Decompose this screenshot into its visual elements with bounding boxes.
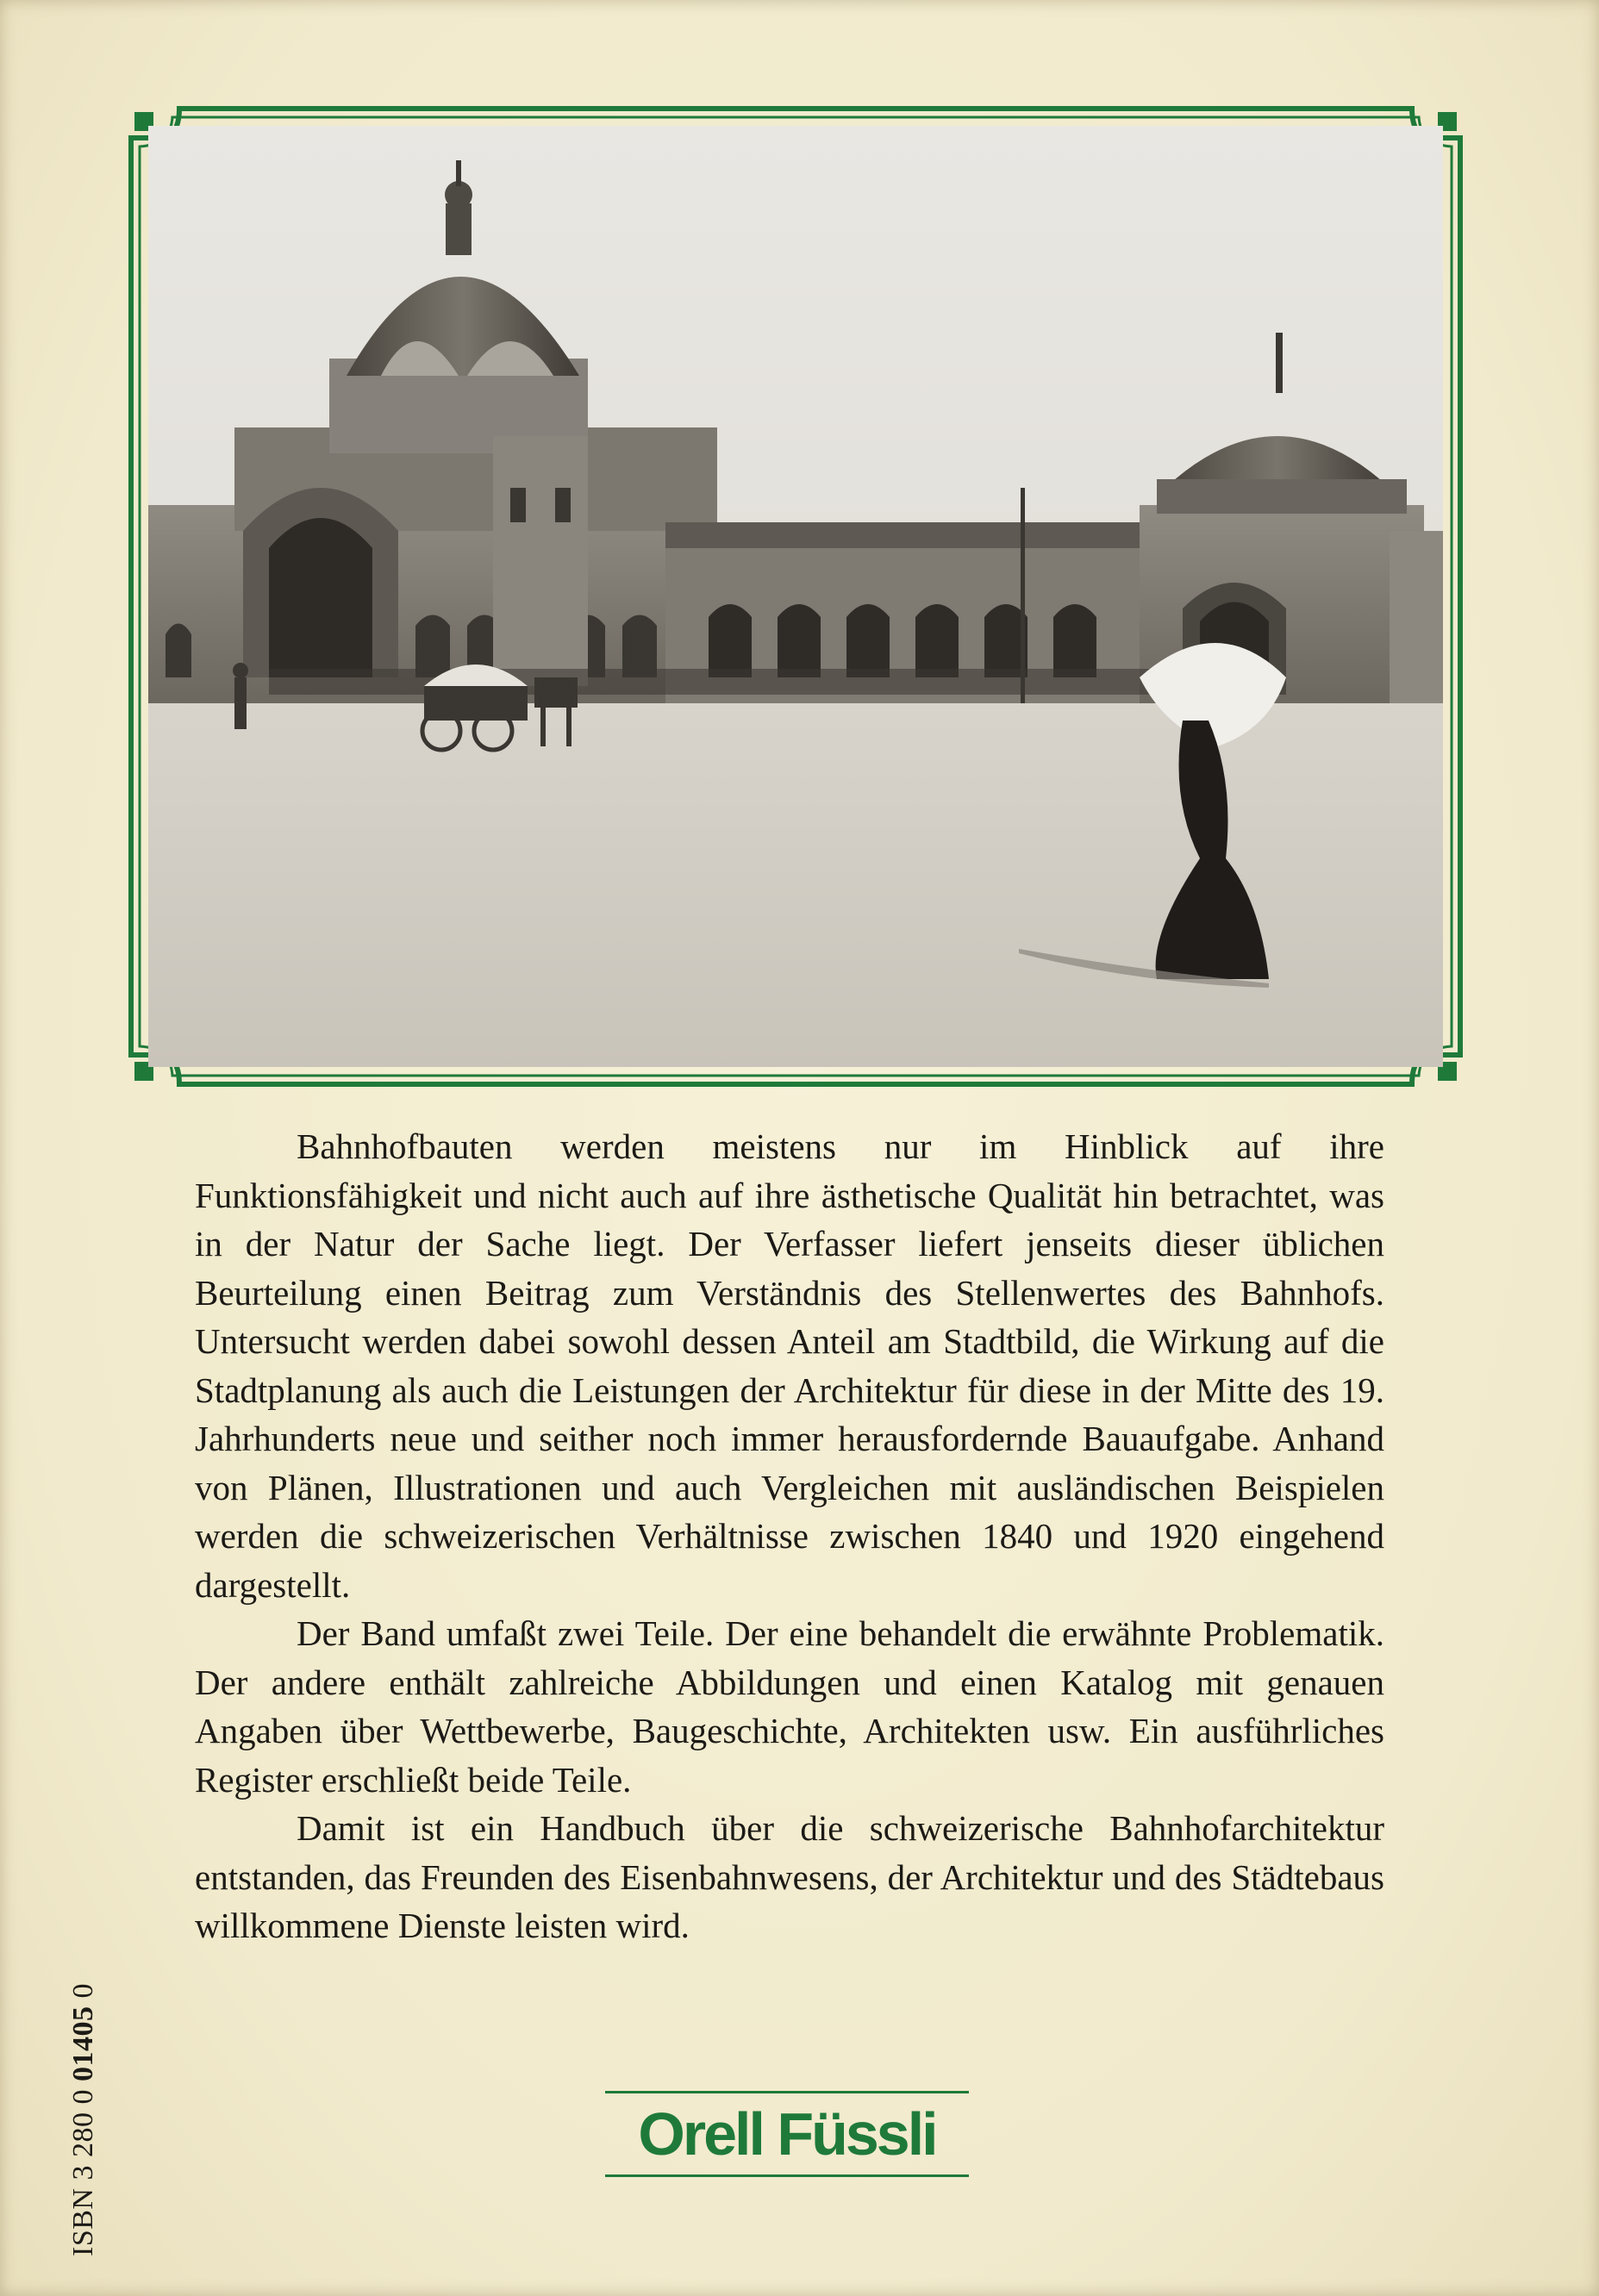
publisher-name: Orell Füssli xyxy=(638,2100,936,2168)
blurb-paragraph-3: Damit ist ein Handbuch über die schweizerische Bahnhofarchitektur entstanden, das Freunden des Eisenbahnwesens, der Architektur und des Städtebaus willkommene Dienste leisten wird. xyxy=(195,1808,1384,1945)
isbn-label xyxy=(67,1983,100,2256)
isbn-prefix: ISBN 3 280 0 xyxy=(67,2089,99,2256)
isbn-suffix: 0 xyxy=(67,1983,99,1999)
logo-top-rule xyxy=(605,2091,969,2093)
publisher-logo xyxy=(605,2091,969,2177)
railway-station-photo xyxy=(148,126,1443,1067)
blurb-text xyxy=(195,1122,1384,1950)
logo-bottom-rule xyxy=(605,2174,969,2177)
isbn-bold-part: 01405 xyxy=(67,2006,99,2082)
blurb-paragraph-2: Der Band umfaßt zwei Teile. Der eine behandelt die erwähnte Problematik. Der andere enthält zahlreiche Abbildungen und einen Katalog mit genauen Angaben über Wettbewerbe, Baugeschichte, Architekten usw. Ein ausführliches Register erschließt beide Teile. xyxy=(195,1613,1384,1800)
blurb-paragraph-1: Bahnhofbauten werden meistens nur im Hinblick auf ihre Funktionsfähigkeit und nicht auch auf ihre ästhetische Qualität hin betrachtet, was in der Natur der Sache liegt. Der Verfasser liefert jenseits dieser üblichen Beurteilung einen Beitrag zum Verständnis des Stellenwertes des Bahnhofs. Untersucht werden dabei sowohl dessen Anteil am Stadtbild, die Wirkung auf die Stadtplanung als auch die Leistungen der Architektur für diese in der Mitte des 19. Jahrhunderts neue und seither noch immer herausfordernde Bauaufgabe. Anhand von Plänen, Illustrationen und auch Vergleichen mit ausländischen Beispielen werden die schweizerischen Verhältnisse zwischen 1840 und 1920 eingehend dargestellt. xyxy=(195,1126,1384,1605)
